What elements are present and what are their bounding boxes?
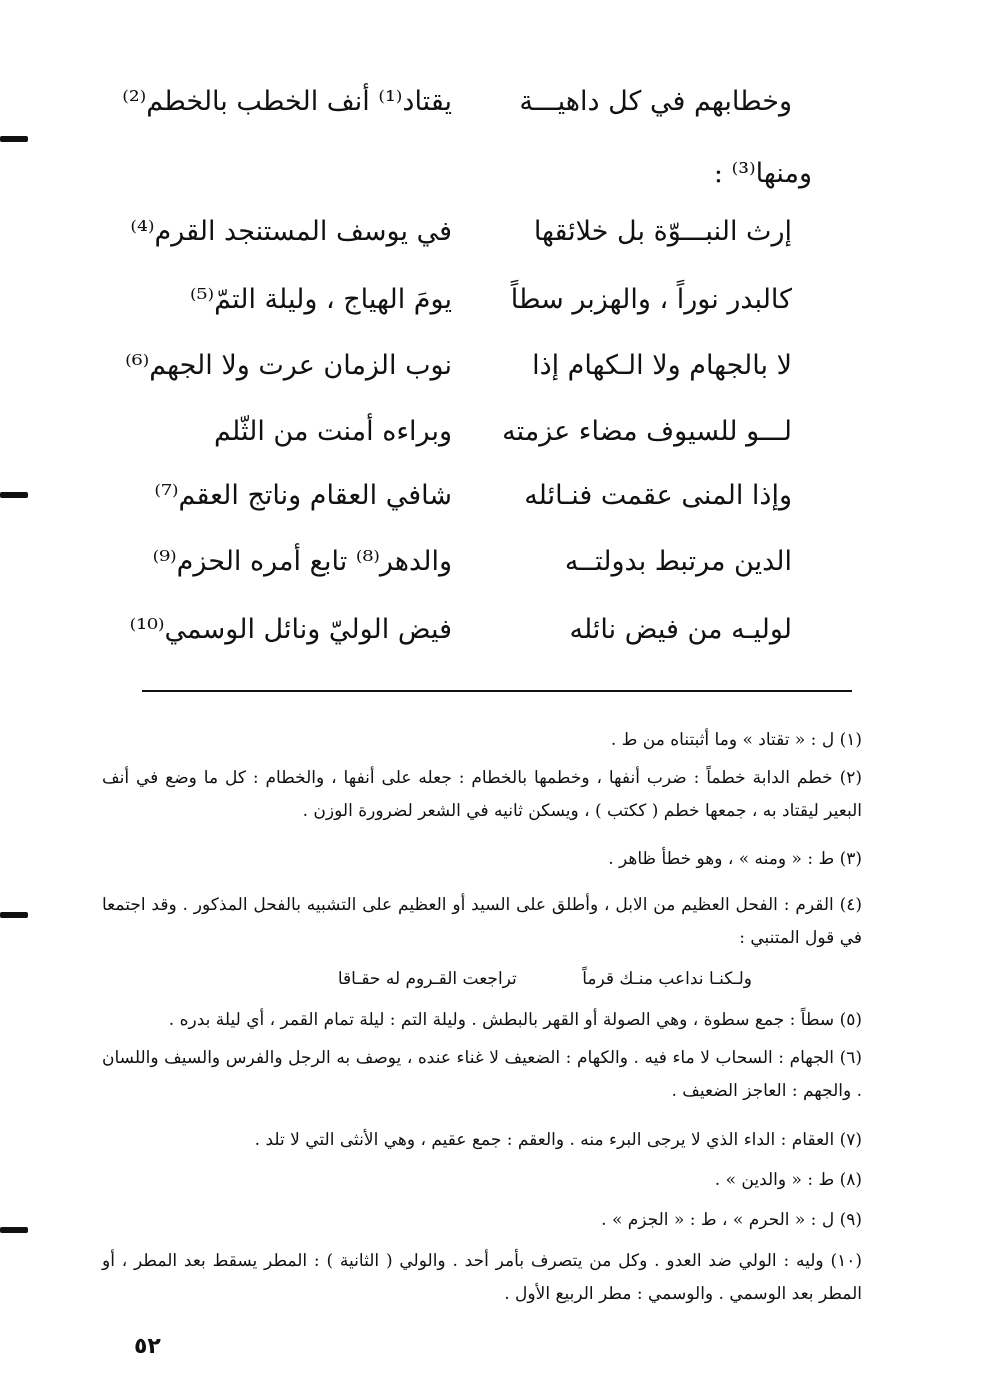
edge-mark	[0, 912, 28, 918]
page-number: ٥٢	[134, 1334, 161, 1359]
verse-line	[129, 606, 792, 654]
footnote: (١) ل : « تقتاد » وما أثبتناه من ط .	[610, 730, 862, 750]
footnote: (٧) العقام : الداء الذي لا يرجى البرء منه . والعقم : جمع عقيم ، وهي الأنثى التي لا تلد .	[254, 1130, 862, 1150]
verse-first-hemistich: كالبدر نوراً ، والهزبر سطاً	[510, 284, 792, 315]
footnote: (٤) القرم : الفحل العظيم من الابل ، وأطلق على السيد أو العظيم على التشبيه بالفحل المذكور . وقد اجتمعا في قول المتنبي :	[102, 895, 862, 948]
verse-line	[130, 208, 792, 256]
verse-first-hemistich: وإذا المنى عقمت فنـائله	[524, 480, 792, 511]
verse-first-hemistich: لا بالجهام ولا الـكهام إذا	[532, 350, 792, 381]
verse-second-hemistich: شافي العقام وناتج العقم⁽⁷⁾	[154, 480, 452, 511]
edge-mark	[0, 1227, 28, 1233]
verse-second-hemistich: في يوسف المستنجد القرم⁽⁴⁾	[130, 216, 452, 247]
footnote-divider	[142, 690, 852, 692]
verse-line	[125, 342, 792, 390]
footnote: (١٠) وليه : الولي ضد العدو . وكل من يتصرف بأمر أحد . والولي ( الثانية ) : المطر يسقط بعد المطر ، أو المطر بعد الوسمي . والوسمي : مطر الربيع الأول .	[102, 1251, 862, 1304]
section-label: ومنها⁽³⁾ :	[713, 158, 812, 189]
verse-line	[122, 78, 792, 126]
verse-first-hemistich: لوليـه من فيض نائله	[569, 614, 792, 645]
verse-line	[152, 408, 792, 456]
verse-second-hemistich: فيض الوليّ ونائل الوسمي⁽¹⁰⁾	[129, 614, 452, 645]
verse-second-hemistich: يقتاد⁽¹⁾ أنف الخطب بالخطم⁽²⁾	[122, 86, 452, 117]
verse-second-hemistich: نوب الزمان عرت ولا الجهم⁽⁶⁾	[125, 350, 452, 381]
verse-second-hemistich: يومَ الهياج ، وليلة التمّ⁽⁵⁾	[190, 284, 452, 315]
verse-line	[152, 472, 792, 520]
verse-line	[152, 276, 792, 324]
footnote: (٥) سطاً : جمع سطوة ، وهي الصولة أو القهر بالبطش . وليلة التم : ليلة تمام القمر ، أي ليلة بدره .	[168, 1010, 862, 1030]
footnote: (٨) ط : « والدين » .	[714, 1170, 862, 1190]
footnote: (٦) الجهام : السحاب لا ماء فيه . والكهام : الضعيف لا غناء عنده ، يوصف به الرجل والفرس والسيف واللسان . والجهم : العاجز الضعيف .	[102, 1048, 862, 1101]
verse-first-hemistich: وخطابهم في كل داهيـــة	[519, 86, 792, 117]
verse-first-hemistich: إرث النبـــوّة بل خلائقها	[533, 216, 792, 247]
footnote-quote	[212, 964, 752, 994]
footnote: (٣) ط : « ومنه » ، وهو خطأ ظاهر .	[608, 849, 862, 869]
verse-second-hemistich: والدهر⁽⁸⁾ تابع أمره الحزم⁽⁹⁾	[152, 546, 452, 577]
verse-line	[152, 538, 792, 586]
quote-first-hemistich: ولـكنـا نداعب منـك قرماً	[582, 969, 752, 989]
footnote: (٢) خطم الدابة خطماً : ضرب أنفها ، وخطمها بالخطام : جعله على أنفها ، والخطام : كل ما وضع في أنف البعير ليقتاد به ، جمعها خطم ( ككتب ) ، ويسكن ثانيه في الشعر لضرورة الوزن .	[102, 768, 862, 821]
edge-mark	[0, 136, 28, 142]
quote-second-hemistich: تراجعت القـروم له حقـاقا	[337, 969, 517, 989]
edge-mark	[0, 492, 28, 498]
verse-second-hemistich: وبراءه أمنت من الثّلم	[214, 416, 452, 447]
verse-first-hemistich: الدين مرتبط بدولتــه	[564, 546, 792, 577]
footnote: (٩) ل : « الحرم » ، ط : « الجزم » .	[601, 1210, 862, 1230]
verse-first-hemistich: لـــو للسيوف مضاء عزمته	[502, 416, 792, 447]
